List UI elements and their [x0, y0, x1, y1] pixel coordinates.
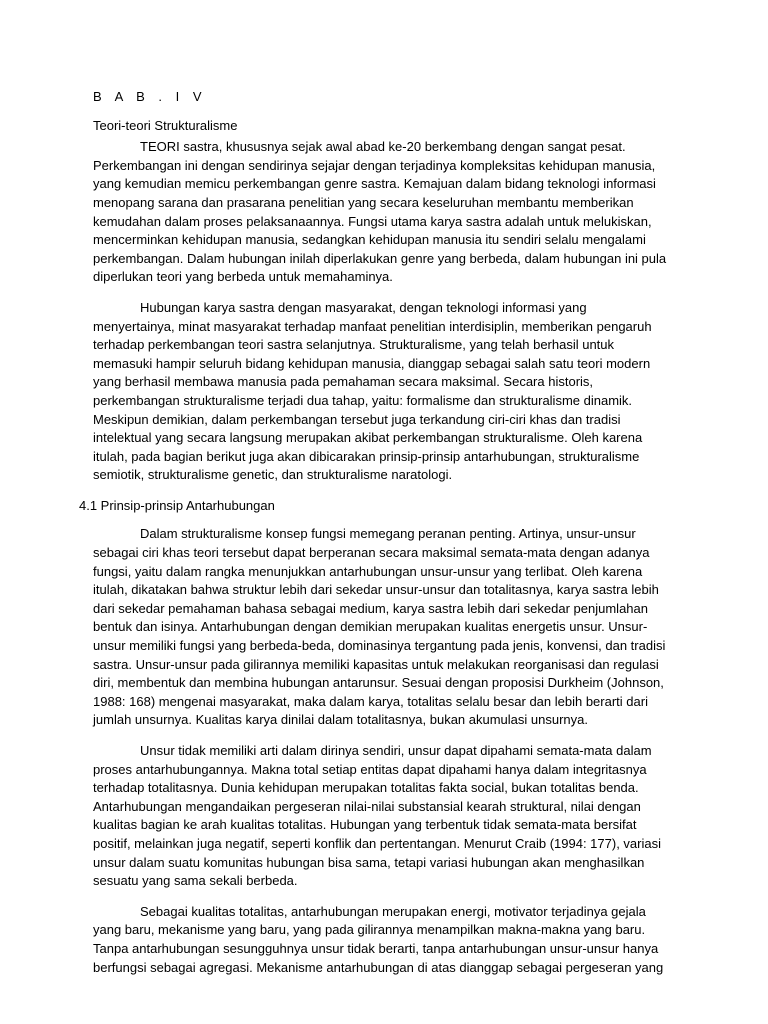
paragraph: Unsur tidak memiliki arti dalam dirinya sendiri, unsur dapat dipahami semata-mata dalam proses antarhubungannya. Makna total setiap entitas dapat dipahami hanya dalam integritasnya terhadap totalitasnya. Dunia kehidupan merupakan totalitas fakta social, bukan totalitas benda. Antarhubungan mengandaikan pergeseran nilai-nilai substansial kearah struktural, nilai dengan kualitas bagian ke arah kualitas totalitas. Hubungan yang terbentuk tidak semata-mata bersifat positif, melainkan juga negatif, seperti konflik dan pertentangan. Menurut Craib (1994: 177), variasi unsur dalam suatu komunitas hubungan bisa sama, tetapi variasi hubungan akan menghasilkan sesuatu yang sama sekali berbeda. — [93, 743, 661, 889]
document-page — [79, 88, 668, 989]
paragraph: TEORI sastra, khususnya sejak awal abad ke-20 berkembang dengan sangat pesat. Perkembangan ini dengan sendirinya sejajar dengan terjadinya kompleksitas kehidupan manusia, yang kemudian memicu perkembangan genre sastra. Kemajuan dalam bidang teknologi informasi menopang sarana dan prasarana penelitian yang secara keseluruhan membantu memberikan kemudahan dalam proses pelaksanaannya. Fungsi utama karya sastra adalah untuk melukiskan, mencerminkan kehidupan manusia, sedangkan kehidupan manusia itu sendiri selalu mengalami perkembangan. Dalam hubungan inilah diperlakukan genre yang berbeda, dalam hubungan ini pula diperlukan teori yang berbeda untuk memahaminya. — [93, 139, 667, 285]
paragraph: Hubungan karya sastra dengan masyarakat, dengan teknologi informasi yang menyertainya, minat masyarakat terhadap manfaat penelitian interdisiplin, memberikan pengaruh terhadap perkembangan teori sastra selanjutnya. Strukturalisme, yang telah berhasil untuk memasuki hampir seluruh bidang kehidupan manusia, dianggap sebagai salah satu teori modern yang berhasil membawa manusia pada pemahaman secara maksimal. Secara historis, perkembangan strukturalisme terjadi dua tahap, yaitu: formalisme dan strukturalisme dinamik. Meskipun demikian, dalam perkembangan tersebut juga terkandung ciri-ciri khas dan tradisi intelektual yang secara langsung merupakan akibat perkembangan strukturalisme. Oleh karena itulah, pada bagian berikut juga akan dibicarakan prinsip-prinsip antarhubungan, strukturalisme semiotik, strukturalisme genetic, dan strukturalisme naratologi. — [93, 299, 652, 483]
section-title: Teori-teori Strukturalisme — [93, 117, 238, 133]
paragraph: Sebagai kualitas totalitas, antarhubungan merupakan energi, motivator terjadinya gejala yang baru, mekanisme yang baru, yang pada gilirannya menampilkan makna-makna yang baru. Tanpa antarhubungan sesungguhnya unsur tidak berarti, tanpa antarhubungan unsur-unsur hanya berfungsi sebagai agregasi. Mekanisme antarhubungan di atas dianggap sebagai pergeseran yang — [93, 903, 664, 975]
paragraph: Dalam strukturalisme konsep fungsi memegang peranan penting. Artinya, unsur-unsur sebagai ciri khas teori tersebut dapat berperanan secara maksimal semata-mata dengan adanya fungsi, yaitu dalam rangka menunjukkan antarhubungan unsur-unsur yang terlibat. Oleh karena itulah, dikatakan bahwa struktur lebih dari sekedar unsur-unsur dan totalitasnya, karya sastra lebih dari sekedar pemahaman bahasa sebagai medium, karya sastra lebih dari sekedar penjumlahan bentuk dan isinya. Antarhubungan dengan demikian merupakan kualitas energetis unsur. Unsur-unsur memiliki fungsi yang berbeda-beda, dominasinya tergantung pada jenis, konvensi, dan tradisi sastra. Unsur-unsur pada gilirannya memiliki kapasitas untuk melakukan reorganisasi dan regulasi diri, membentuk dan membina hubungan antarunsur. Sesuai dengan proposisi Durkheim (Johnson, 1988: 168) mengenai masyarakat, maka dalam karya, totalitas selalu besar dan lebih berarti dari jumlah unsurnya. Kualitas karya dinilai dalam totalitasnya, bukan akumulasi unsurnya. — [93, 526, 666, 728]
subsection-title: 4.1 Prinsip-prinsip Antarhubungan — [79, 497, 275, 513]
chapter-heading: B A B . I V — [93, 89, 207, 104]
